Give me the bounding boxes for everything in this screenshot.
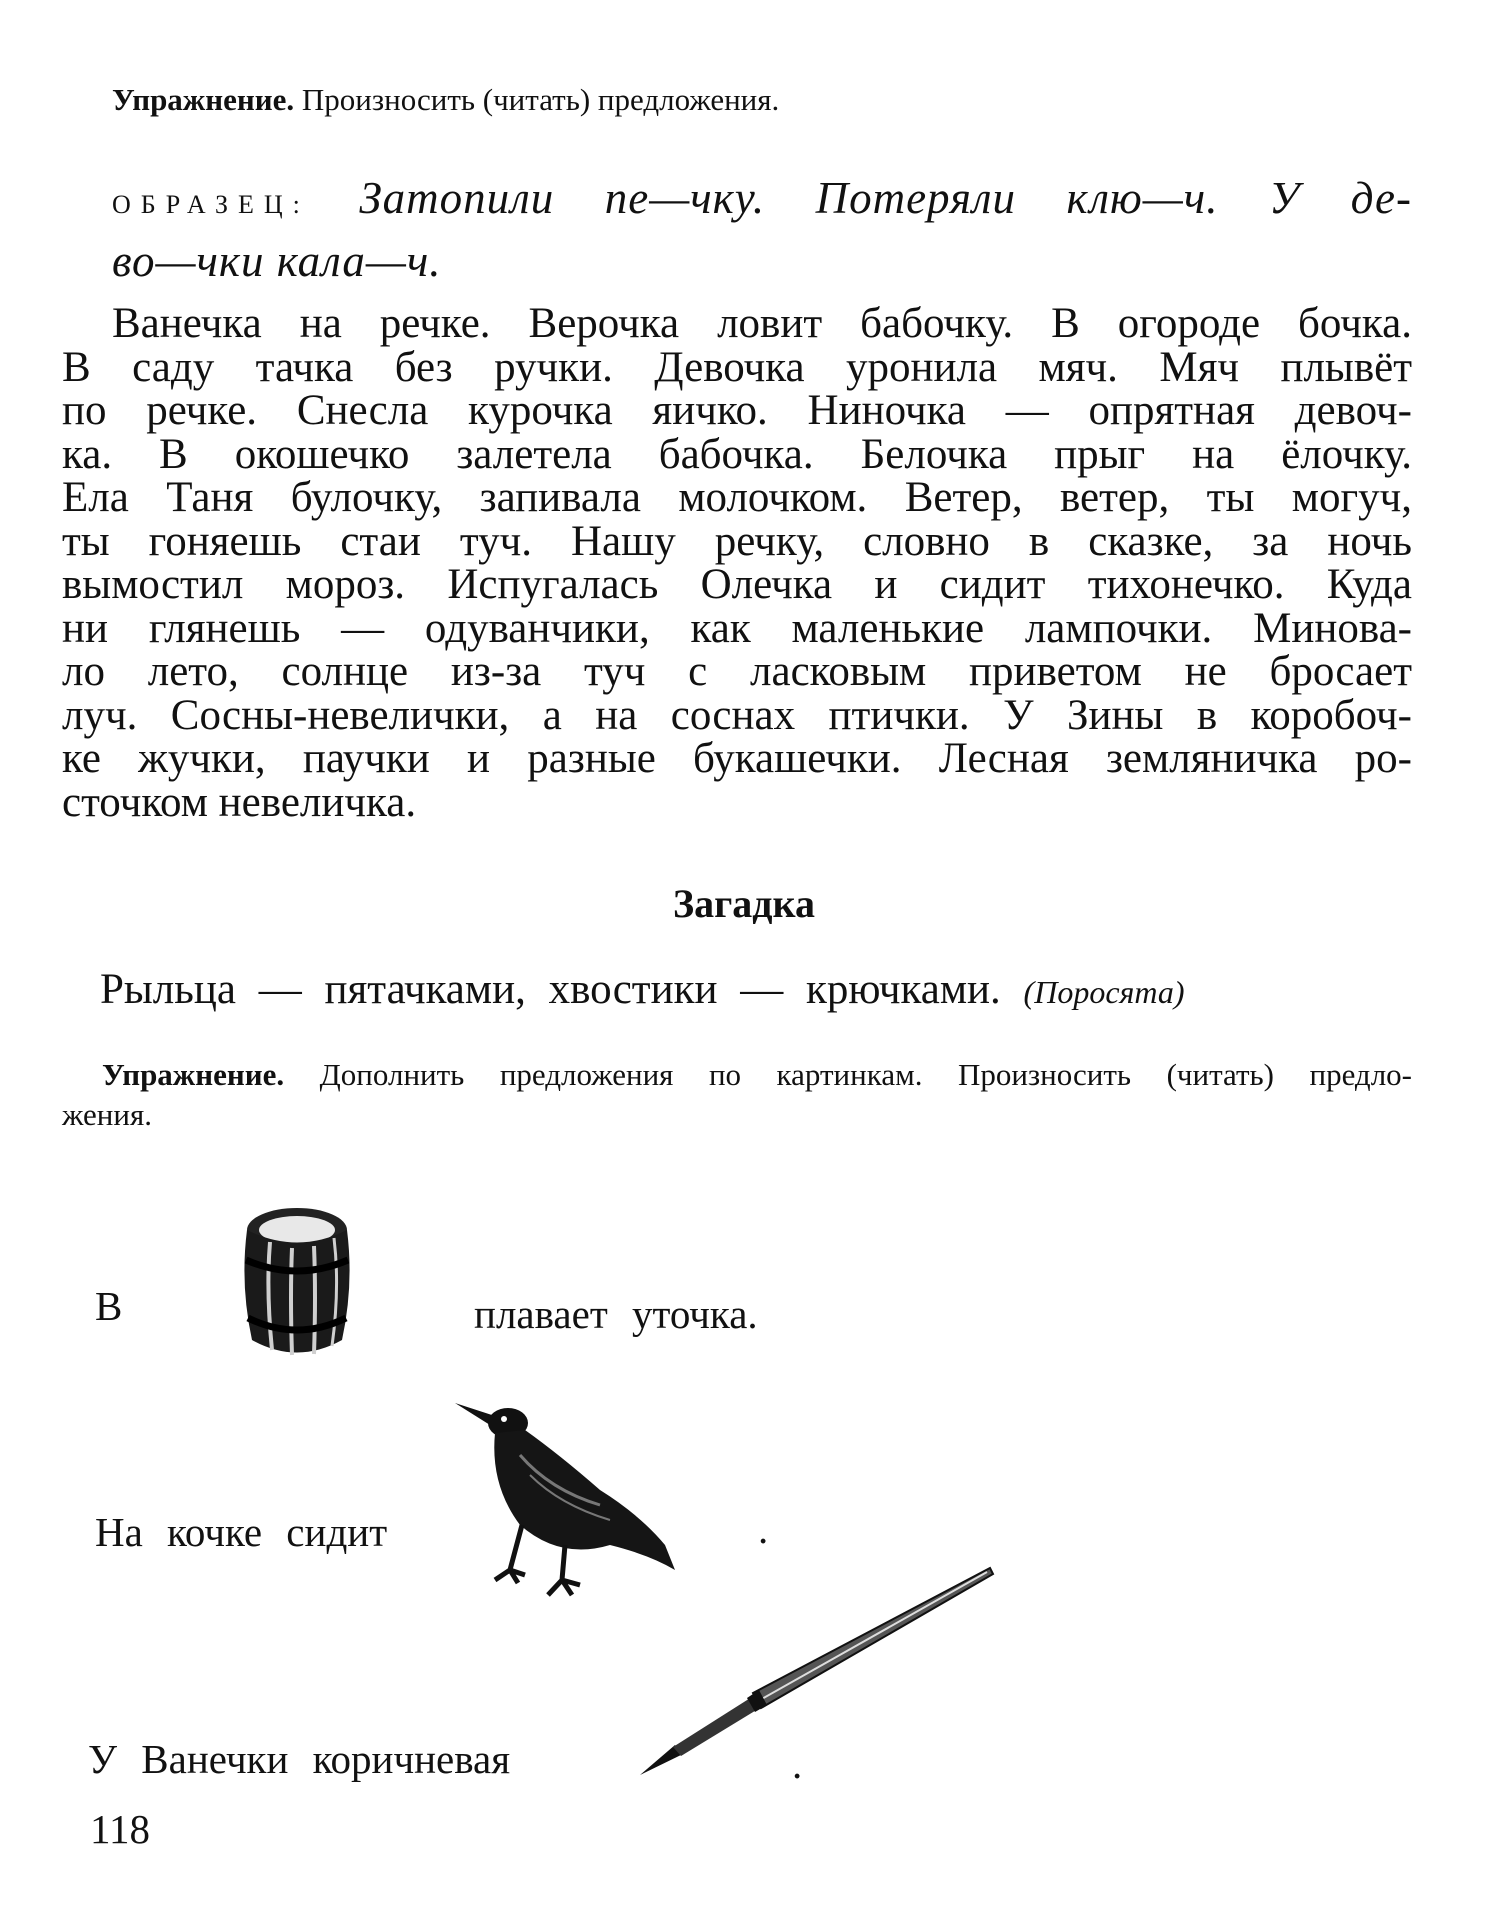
sentence-1-start: В [95,1283,123,1329]
text-line: по речке. Снесла курочка яичко. Ниночка — опрятная девоч- [62,387,1412,434]
sample-line-2: во—чки кала—ч. [112,236,442,286]
dip-pen-icon [635,1560,995,1780]
exercise-2-instruction [62,1055,1412,1135]
riddle-title: Загадка [673,881,815,926]
exercise-1-instruction [112,82,779,118]
exercise-2-text: Дополнить предложения по картинкам. Произносить (читать) предло- [284,1057,1412,1092]
text-line: ка. В окошечко залетела бабочка. Белочка прыг на ёлочку. [62,430,1412,478]
exercise-1-label: Упражнение. [112,82,295,117]
exercise-1-text: Произносить (читать) предложения. [294,82,780,117]
riddle-text-block [100,965,1185,1014]
sentence-2-end: . [758,1506,769,1552]
sentence-3-end: . [792,1741,803,1787]
text-line: ло лето, солнце из-за туч с ласковым приветом не бросает [62,648,1412,695]
exercise-2-line-1 [62,1055,1412,1095]
text-line: ке жучки, паучки и разные букашечки. Лесная земляничка ро- [62,735,1412,782]
page-number: 118 [90,1806,150,1852]
sentence-2-start: На кочке сидит [95,1509,388,1555]
sample-line-1 [112,170,1412,233]
sentence-1-end: плавает уточка. [474,1291,758,1337]
text-line: сточком невеличка. [62,778,417,826]
exercise-2-label: Упражнение. [102,1057,285,1092]
sample-label: ОБРАЗЕЦ: [112,190,310,219]
barrel-icon [232,1200,362,1360]
riddle-answer: (Поросята) [1023,974,1185,1010]
reading-text [62,302,1412,824]
sentence-3-start: У Ванечки коричневая [88,1736,511,1782]
text-line: ты гоняешь стаи туч. Нашу речку, словно в сказке, за ночь [62,517,1412,565]
text-line: луч. Сосны-невелички, а на соснах птички. У Зины в коробоч- [62,691,1412,739]
riddle-text: Рыльца — пятачками, хвостики — крючками. [100,966,1001,1013]
sample-block [112,170,1412,289]
text-line: В саду тачка без ручки. Девочка уронила мяч. Мяч плывёт [62,343,1412,391]
text-line: Ела Таня булочку, запивала молочком. Ветер, ветер, ты могуч, [62,474,1412,521]
exercise-2-line-2: жения. [62,1097,152,1132]
text-line: вымостил мороз. Испугалась Олечка и сидит тихонечко. Куда [62,561,1412,608]
text-line: Ванечка на речке. Верочка ловит бабочку. В огороде бочка. [112,300,1412,347]
sample-text-1: Затопили пе—чку. Потеряли клю—ч. У де- [359,173,1412,223]
text-line: ни глянешь — одуванчики, как маленькие лампочки. Минова- [62,604,1412,652]
